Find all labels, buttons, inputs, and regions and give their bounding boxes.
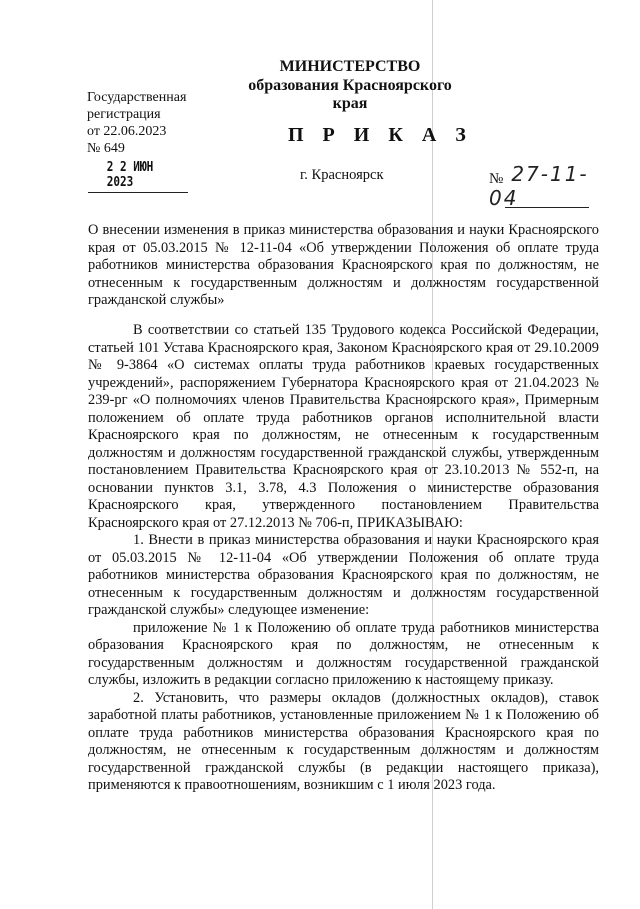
number-handwritten: 27-11-04 — [489, 162, 589, 210]
paragraph-item-1: 1. Внести в приказ министерства образования и науки Красноярского края от 05.03.2015 № 12-11-04 «Об утверждении Положения об оплате труда работников министерства образования Красноярского края по должностям, не отнесенным к государственным должностям и должностям государственной гражданской службы» следующее изменение: — [88, 532, 599, 618]
doc-number-block — [489, 162, 589, 208]
date-underline — [88, 192, 188, 193]
paragraph-preamble: В соответствии со статьей 135 Трудового кодекса Российской Федерации, статьей 101 Устава Красноярского края, Законом Красноярского края от 29.10.2009 № 9-3864 «О системах оплаты труда работников краевых государственных учреждений», распоряжением Губернатора Красноярского края от 21.04.2023 № 239-рг «О полномочиях членов Правительства Красноярского края», Примерным положением об оплате труда работников органов исполнительной власти Красноярского края по должностям, не отнесенным к государственным должностям и должностям государственной гражданской службы, утвержденным постановлением Правительства Красноярского края от 23.10.2013 № 552-п, на основании пунктов 3.1, 3.78, 4.3 Положения о министерстве образования Красноярского края, утвержденного постановлением Правительства Красноярского края от 27.12.2013 № 706-п, ПРИКАЗЫВАЮ: — [88, 322, 599, 531]
doc-type-title: П Р И К А З — [288, 124, 473, 146]
registration-block — [87, 89, 186, 157]
registration-line3: от 22.06.2023 — [87, 124, 167, 139]
city: г. Красноярск — [300, 167, 384, 183]
paragraph-item-2: 2. Установить, что размеры окладов (должностных окладов), ставок заработной платы работников, установленные приложением № 1 к Положению об оплате труда работников министерства образования Красноярского края по должностям, не отнесенным к государственным должностям и должностям государственной гражданской службы (в редакции настоящего приказа), применяются к правоотношениям, возникшим с 1 июля 2023 года. — [88, 689, 599, 793]
ministry-title — [230, 58, 470, 113]
registration-line1: Государственная — [87, 90, 187, 105]
registration-line2: регистрация — [87, 107, 161, 122]
ministry-line1: МИНИСТЕРСТВО — [279, 58, 421, 75]
registration-line4: № 649 — [87, 141, 125, 156]
order-body — [88, 322, 599, 795]
ministry-line2: образования Красноярского края — [248, 77, 452, 112]
subject-text: О внесении изменения в приказ министерства образования и науки Красноярского края от 05.03.2015 № 12-11-04 «Об утверждении Положения об оплате труда работников министерства образования Красноярского края по должностям, не отнесенным к государственным должностям и должностям государственной гражданской службы» — [88, 222, 599, 308]
subject-block — [88, 222, 599, 310]
number-prefix: № — [489, 171, 504, 187]
date-stamp-block — [88, 160, 188, 193]
date-stamp: 2 2 ИЮН 2023 — [106, 160, 154, 190]
paragraph-item-1-change: приложение № 1 к Положению об оплате труда работников министерства образования Красноярского края по должностям, не отнесенным к государственным должностям и должностям государственной гражданской службы, изложить в редакции согласно приложению к настоящему приказу. — [88, 619, 599, 688]
